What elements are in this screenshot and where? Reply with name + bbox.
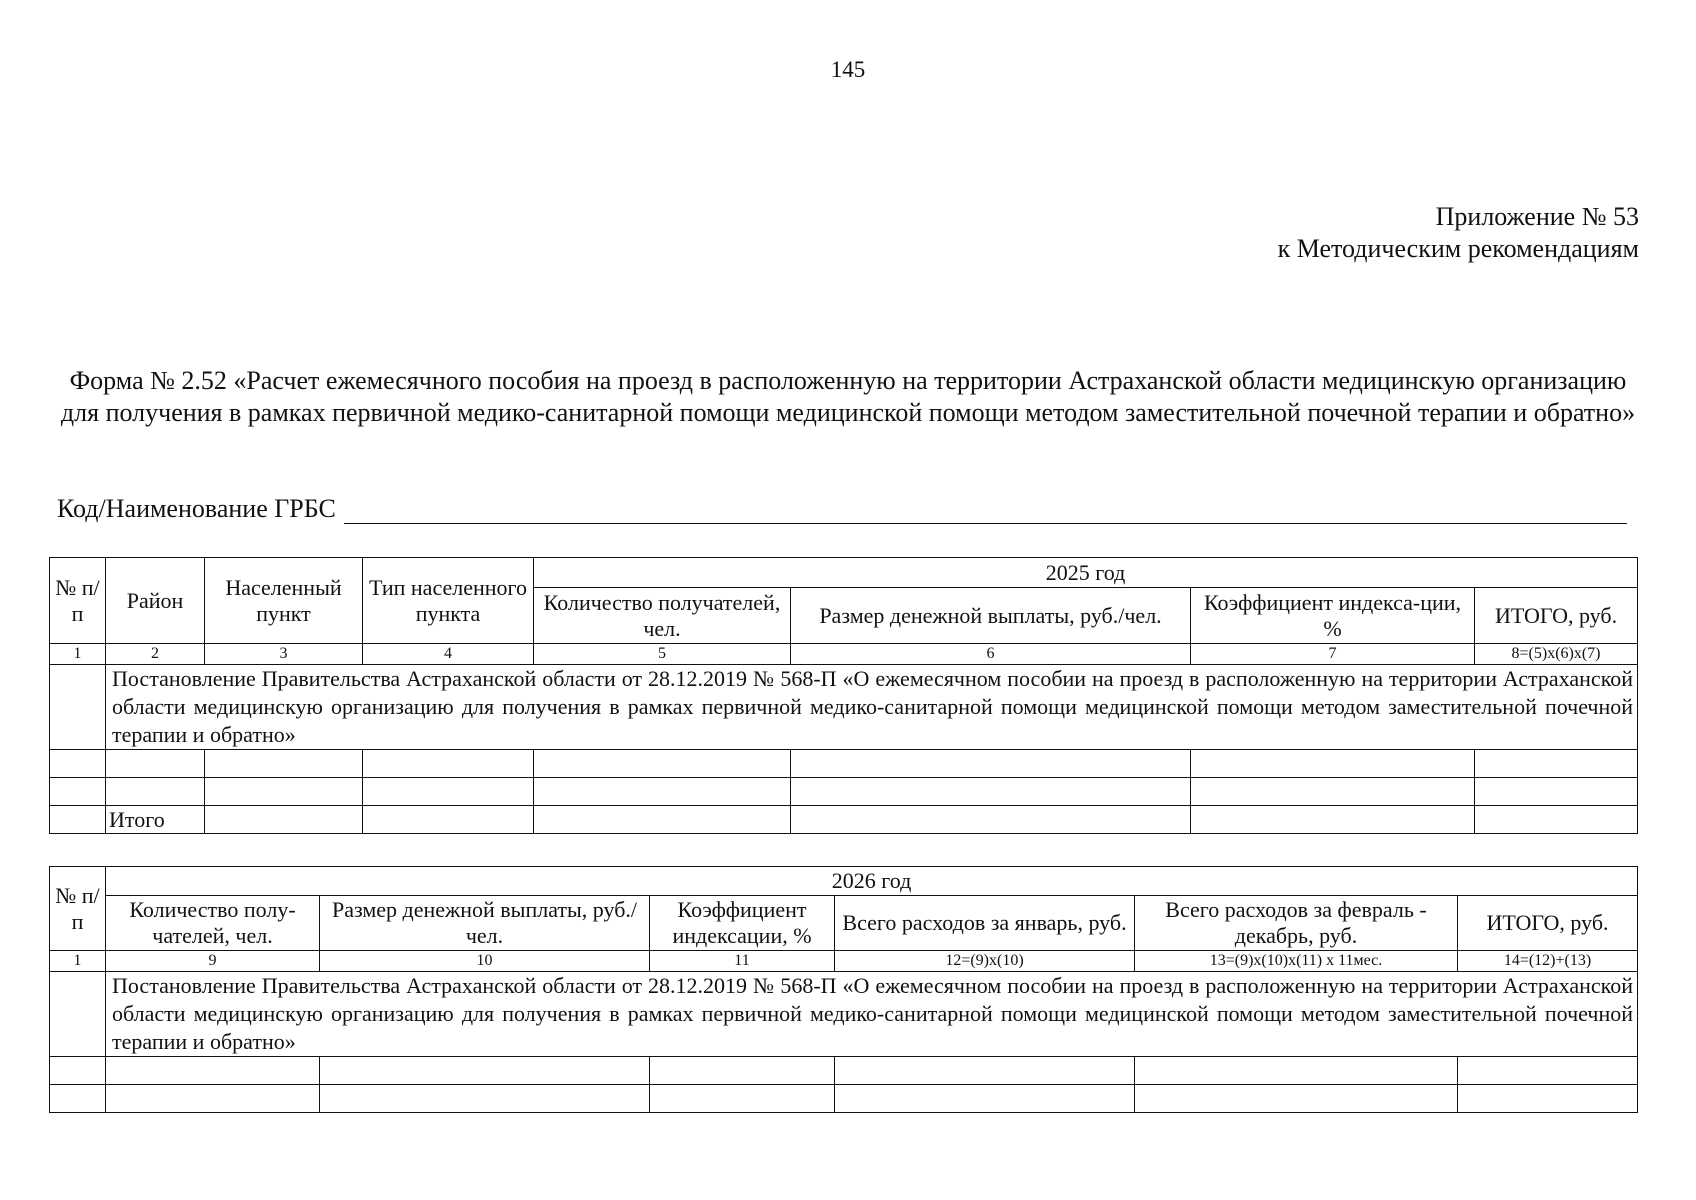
cell[interactable] [835,1057,1135,1085]
appendix-number: Приложение № 53 [1435,202,1639,231]
cell[interactable] [1475,750,1638,778]
column-number: 8=(5)х(6)х(7) [1475,644,1638,665]
cell[interactable] [1135,1085,1458,1113]
header-index: Коэффициент индекса-ции, % [1191,588,1475,644]
header-num: № п/п [50,867,106,951]
cell[interactable] [650,1085,835,1113]
column-number: 1 [50,951,106,972]
cell[interactable] [205,778,363,806]
cell[interactable] [1475,778,1638,806]
column-number: 7 [1191,644,1475,665]
table-row [50,778,1638,806]
header-num: № п/п [50,558,106,644]
cell[interactable] [106,1057,320,1085]
cell[interactable] [1475,806,1638,834]
column-number: 13=(9)х(10)х(11) х 11мес. [1135,951,1458,972]
grbs-label: Код/Наименование ГРБС [57,494,336,523]
cell[interactable] [1191,806,1475,834]
table-2026 [49,866,1638,1113]
header-recipients: Количество полу-чателей, чел. [106,896,320,951]
cell[interactable] [50,750,106,778]
cell[interactable] [1191,750,1475,778]
column-number: 2 [106,644,205,665]
cell[interactable] [534,750,791,778]
total-row [50,806,1638,834]
header-settlement: Населенный пункт [205,558,363,644]
resolution-text: Постановление Правительства Астраханской области от 28.12.2019 № 568-П «О ежемесячном пособии на проезд в расположенную на территории Астраханской области медицинскую организацию для получения в рамках первичной медико-санитарной помощи медицинской помощи методом заместительной почечной терапии и обратно» [106,665,1638,750]
cell[interactable] [363,778,534,806]
column-number: 10 [320,951,650,972]
header-year-2025: 2025 год [534,558,1638,588]
resolution-row [50,665,1638,750]
cell[interactable] [50,778,106,806]
cell[interactable] [1191,778,1475,806]
grbs-input-line[interactable] [344,501,1627,524]
header-settlement-type: Тип населенного пункта [363,558,534,644]
table-row [50,750,1638,778]
cell[interactable] [106,1085,320,1113]
column-number: 14=(12)+(13) [1458,951,1638,972]
column-numbers-row [50,644,1638,665]
cell[interactable] [320,1085,650,1113]
column-number: 3 [205,644,363,665]
cell[interactable] [106,778,205,806]
column-number: 11 [650,951,835,972]
cell[interactable] [1458,1085,1638,1113]
cell[interactable] [106,750,205,778]
header-total: ИТОГО, руб. [1458,896,1638,951]
resolution-row [50,972,1638,1057]
header-index: Коэффициент индексации, % [650,896,835,951]
appendix-reference: к Методическим рекомендациям [1277,234,1639,263]
cell[interactable] [205,806,363,834]
table-row [50,1085,1638,1113]
resolution-num-cell [50,972,106,1057]
cell [50,806,106,834]
cell[interactable] [320,1057,650,1085]
resolution-text: Постановление Правительства Астраханской области от 28.12.2019 № 568-П «О ежемесячном пособии на проезд в расположенную на территории Астраханской области медицинскую организацию для получения в рамках первичной медико-санитарной помощи медицинской помощи методом заместительной почечной терапии и обратно» [106,972,1638,1057]
appendix-header [1278,201,1639,265]
resolution-num-cell [50,665,106,750]
cell[interactable] [791,806,1191,834]
column-number: 5 [534,644,791,665]
page-number: 145 [830,57,866,82]
header-payment: Размер денежной выплаты, руб./чел. [791,588,1191,644]
table-row [50,1057,1638,1085]
cell[interactable] [363,750,534,778]
header-recipients: Количество получателей, чел. [534,588,791,644]
cell[interactable] [650,1057,835,1085]
cell[interactable] [791,750,1191,778]
column-number: 9 [106,951,320,972]
table-2025 [49,557,1638,834]
cell[interactable] [1458,1057,1638,1085]
cell[interactable] [534,806,791,834]
header-year-2026: 2026 год [106,867,1638,896]
column-number: 6 [791,644,1191,665]
column-number: 12=(9)х(10) [835,951,1135,972]
cell[interactable] [50,1085,106,1113]
header-payment: Размер денежной выплаты, руб./чел. [320,896,650,951]
cell[interactable] [205,750,363,778]
cell[interactable] [363,806,534,834]
header-district: Район [106,558,205,644]
header-feb-dec: Всего расходов за февраль - декабрь, руб. [1135,896,1458,951]
grbs-field [57,494,1627,524]
cell[interactable] [534,778,791,806]
cell[interactable] [1135,1057,1458,1085]
column-number: 1 [50,644,106,665]
cell[interactable] [50,1057,106,1085]
column-number: 4 [363,644,534,665]
column-numbers-row [50,951,1638,972]
total-label: Итого [106,806,205,834]
form-title: Форма № 2.52 «Расчет ежемесячного пособия на проезд в расположенную на территории Астраханской области медицинскую организацию для получения в рамках первичной медико-санитарной помощи медицинской помощи методом заместительной почечной терапии и обратно» [60,366,1636,427]
cell[interactable] [835,1085,1135,1113]
cell[interactable] [791,778,1191,806]
header-january: Всего расходов за январь, руб. [835,896,1135,951]
header-total: ИТОГО, руб. [1475,588,1638,644]
